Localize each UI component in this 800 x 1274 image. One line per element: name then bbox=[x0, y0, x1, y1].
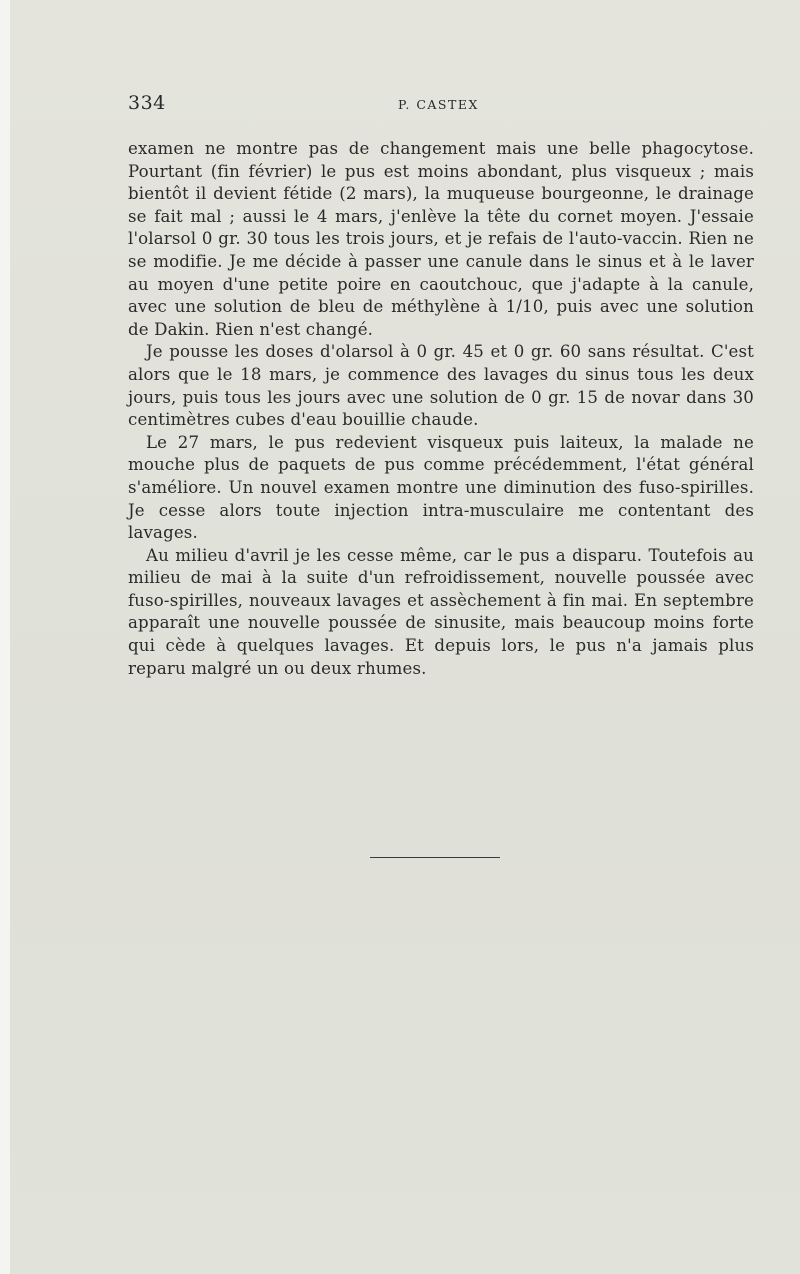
paragraph: examen ne montre pas de changement mais une belle phagocytose. Pourtant (fin février) le pus est moins abondant, plus visqueux ; mais bientôt il devient fétide (2 mars), la muqueuse bourgeonne, le drainage se fait mal ; aussi le 4 mars, j'enlève la tête du cornet moyen. J'essaie l'olarsol 0 gr. 30 tous les trois jours, et je refais de l'auto-vaccin. Rien ne se modifie. Je me décide à passer une canule dans le sinus et à le laver au moyen d'une petite poire en caoutchouc, que j'adapte à la canule, avec une solution de bleu de méthylène à 1/10, puis avec une solution de Dakin. Rien n'est changé. bbox=[128, 139, 754, 339]
section-end-rule bbox=[370, 857, 500, 858]
page-header bbox=[128, 92, 754, 116]
page-edge bbox=[0, 0, 10, 1274]
paragraph: Au milieu d'avril je les cesse même, car le pus a disparu. Toutefois au milieu de mai à la suite d'un refroidissement, nouvelle poussée avec fuso-spirilles, nouveaux lavages et assèchement à fin mai. En septembre apparaît une nouvelle poussée de sinusite, mais beaucoup moins forte qui cède à quelques lavages. Et depuis lors, le pus n'a jamais plus reparu malgré un ou deux rhumes. bbox=[128, 545, 754, 678]
body-text bbox=[128, 138, 754, 680]
paragraph: Le 27 mars, le pus redevient visqueux puis laiteux, la malade ne mouche plus de paquets de pus comme précédemment, l'état général s'améliore. Un nouvel examen montre une diminution des fuso-spirilles. Je cesse alors toute injection intra-musculaire me contentant des lavages. bbox=[128, 432, 754, 543]
paragraph: Je pousse les doses d'olarsol à 0 gr. 45 et 0 gr. 60 sans résultat. C'est alors que le 18 mars, je commence des lavages du sinus tous les deux jours, puis tous les jours avec une solution de 0 gr. 15 de novar dans 30 centimètres cubes d'eau bouillie chaude. bbox=[128, 342, 754, 430]
running-head: P. CASTEX bbox=[398, 97, 479, 112]
page-number: 334 bbox=[128, 92, 166, 114]
